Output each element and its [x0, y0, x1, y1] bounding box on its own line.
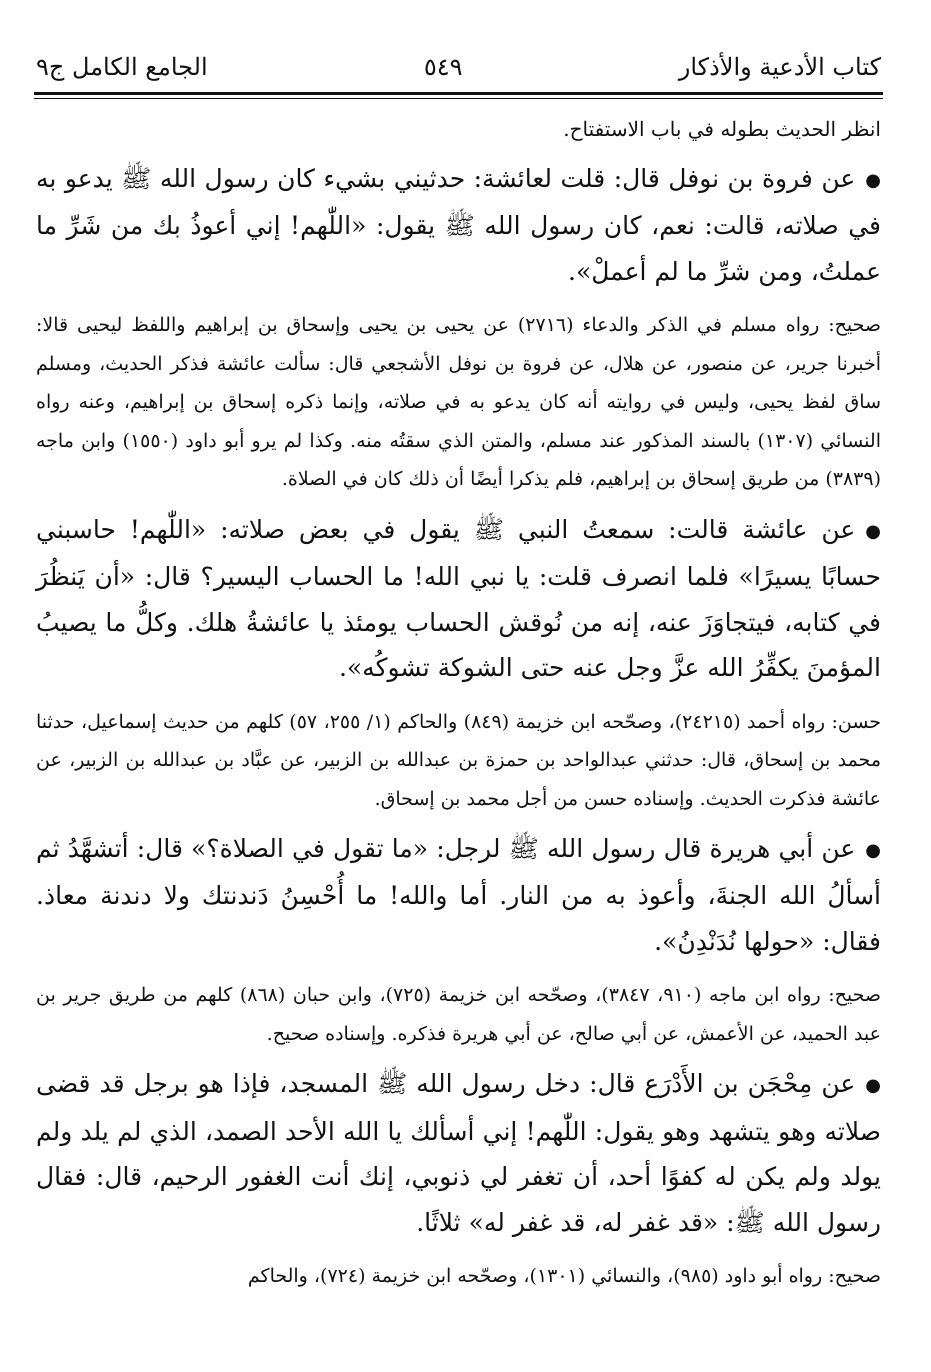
- hadith-paragraph: [36, 156, 881, 294]
- takhrij-note: صحيح: رواه ابن ماجه (٩١٠، ٣٨٤٧)، وصحّحه ابن خزيمة (٧٢٥)، وابن حبان (٨٦٨) كلهم من طريق جرير بن عبد الحميد، عن الأعمش، عن أبي صالح، عن أبي هريرة فذكره. وإسناده صحيح.: [36, 984, 882, 1045]
- bullet-icon: ●: [865, 839, 881, 861]
- hadith-text: عن مِحْجَن بن الأَدْرَع قال: دخل رسول الله ﷺ المسجد، فإذا هو برجل قد قضى صلاته وهو يتشهد وهو يقول: اللّٰهم! إني أسألك يا الله الأحد الصمد، الذي لم يلد ولم يولد ولم يكن له كفوًا أحد، أن تغفر لي ذنوبي، إنك أنت الغفور الرحيم، قال: فقال رسول الله ﷺ: «قد غفر له، قد غفر له» ثلاثًا.: [36, 1069, 881, 1237]
- running-header: [36, 46, 881, 88]
- hadith-paragraph: [36, 507, 881, 691]
- takhrij-note: حسن: رواه أحمد (٢٤٢١٥)، وصحّحه ابن خزيمة (٨٤٩) والحاكم (١/ ٢٥٥، ٥٧) كلهم من حديث إسماعيل، حدثنا محمد بن إسحاق، قال: حدثني عبدالواحد بن حمزة بن عبدالله بن الزبير، عن عبَّاد بن عبدالله بن الزبير، عن عائشة فذكرت الحديث. وإسناده حسن من أجل محمد بن إسحاق.: [36, 710, 882, 810]
- takhrij-note: صحيح: رواه أبو داود (٩٨٥)، والنسائي (١٣٠١)، وصحّحه ابن خزيمة (٧٢٤)، والحاكم: [247, 1265, 881, 1287]
- hadith-text: عن فروة بن نوفل قال: قلت لعائشة: حدثيني بشيء كان رسول الله ﷺ يدعو به في صلاته، قالت: نعم، كان رسول الله ﷺ يقول: «اللّٰهم! إني أعوذُ بك من شَرِّ ما عملتُ، ومن شرِّ ما لم أعملْ».: [36, 164, 881, 286]
- takhrij-note: صحيح: رواه مسلم في الذكر والدعاء (٢٧١٦) عن يحيى بن يحيى وإسحاق بن إبراهيم واللفظ ليحيى قالا: أخبرنا جرير، عن منصور، عن هلال، عن فروة بن نوفل الأشجعي قال: سألت عائشة فذكر الحديث، ومسلم ساق لفظ يحيى، وليس في روايته أنه كان يدعو به في صلاته، وإنما ذكره إسحاق بن إبراهيم، وعنه رواه النسائي (١٣٠٧) بالسند المذكور عند مسلم، والمتن الذي سقتُه منه. وكذا لم يرو أبو داود (١٥٥٠) وابن ماجه (٣٨٣٩) من طريق إسحاق بن إبراهيم، فلم يذكرا أيضًا أن ذلك كان في الصلاة.: [36, 314, 881, 491]
- hadith-paragraph: [36, 1061, 881, 1245]
- page-number: ٥٤٩: [423, 53, 463, 81]
- chapter-title: كتاب الأدعية والأذكار: [678, 53, 881, 81]
- page-body: [36, 110, 881, 1296]
- bullet-icon: ●: [865, 520, 881, 542]
- hadith-text: عن عائشة قالت: سمعتُ النبي ﷺ يقول في بعض صلاته: «اللّٰهم! حاسبني حسابًا يسيرًا» فلما انصرف قلت: يا نبي الله! ما الحساب اليسير؟ قال: «أن يَنظُرَ في كتابه، فيتجاوَزَ عنه، إنه من نُوقش الحساب يومئذ يا عائشةُ هلك. وكلُّ ما يصيبُ المؤمنَ يكفِّرُ الله عزَّ وجل عنه حتى الشوكة تشوكُه».: [36, 514, 881, 682]
- book-title: الجامع الكامل ج٩: [36, 53, 208, 81]
- cross-reference-note: انظر الحديث بطوله في باب الاستفتاح.: [563, 117, 881, 141]
- bullet-icon: ●: [865, 1075, 881, 1096]
- header-rule: [34, 92, 883, 95]
- hadith-paragraph: [36, 826, 881, 964]
- header-rule-thin: [34, 98, 883, 99]
- bullet-icon: ●: [865, 169, 881, 191]
- hadith-text: عن أبي هريرة قال رسول الله ﷺ لرجل: «ما تقول في الصلاة؟» قال: أتشهَّدُ ثم أسألُ الله الجنةَ، وأعوذ به من النار. أما والله! ما أُحْسِنُ دَندنتك ولا دندنة معاذ. فقال: «حولها نُدَنْدِنُ».: [36, 834, 881, 956]
